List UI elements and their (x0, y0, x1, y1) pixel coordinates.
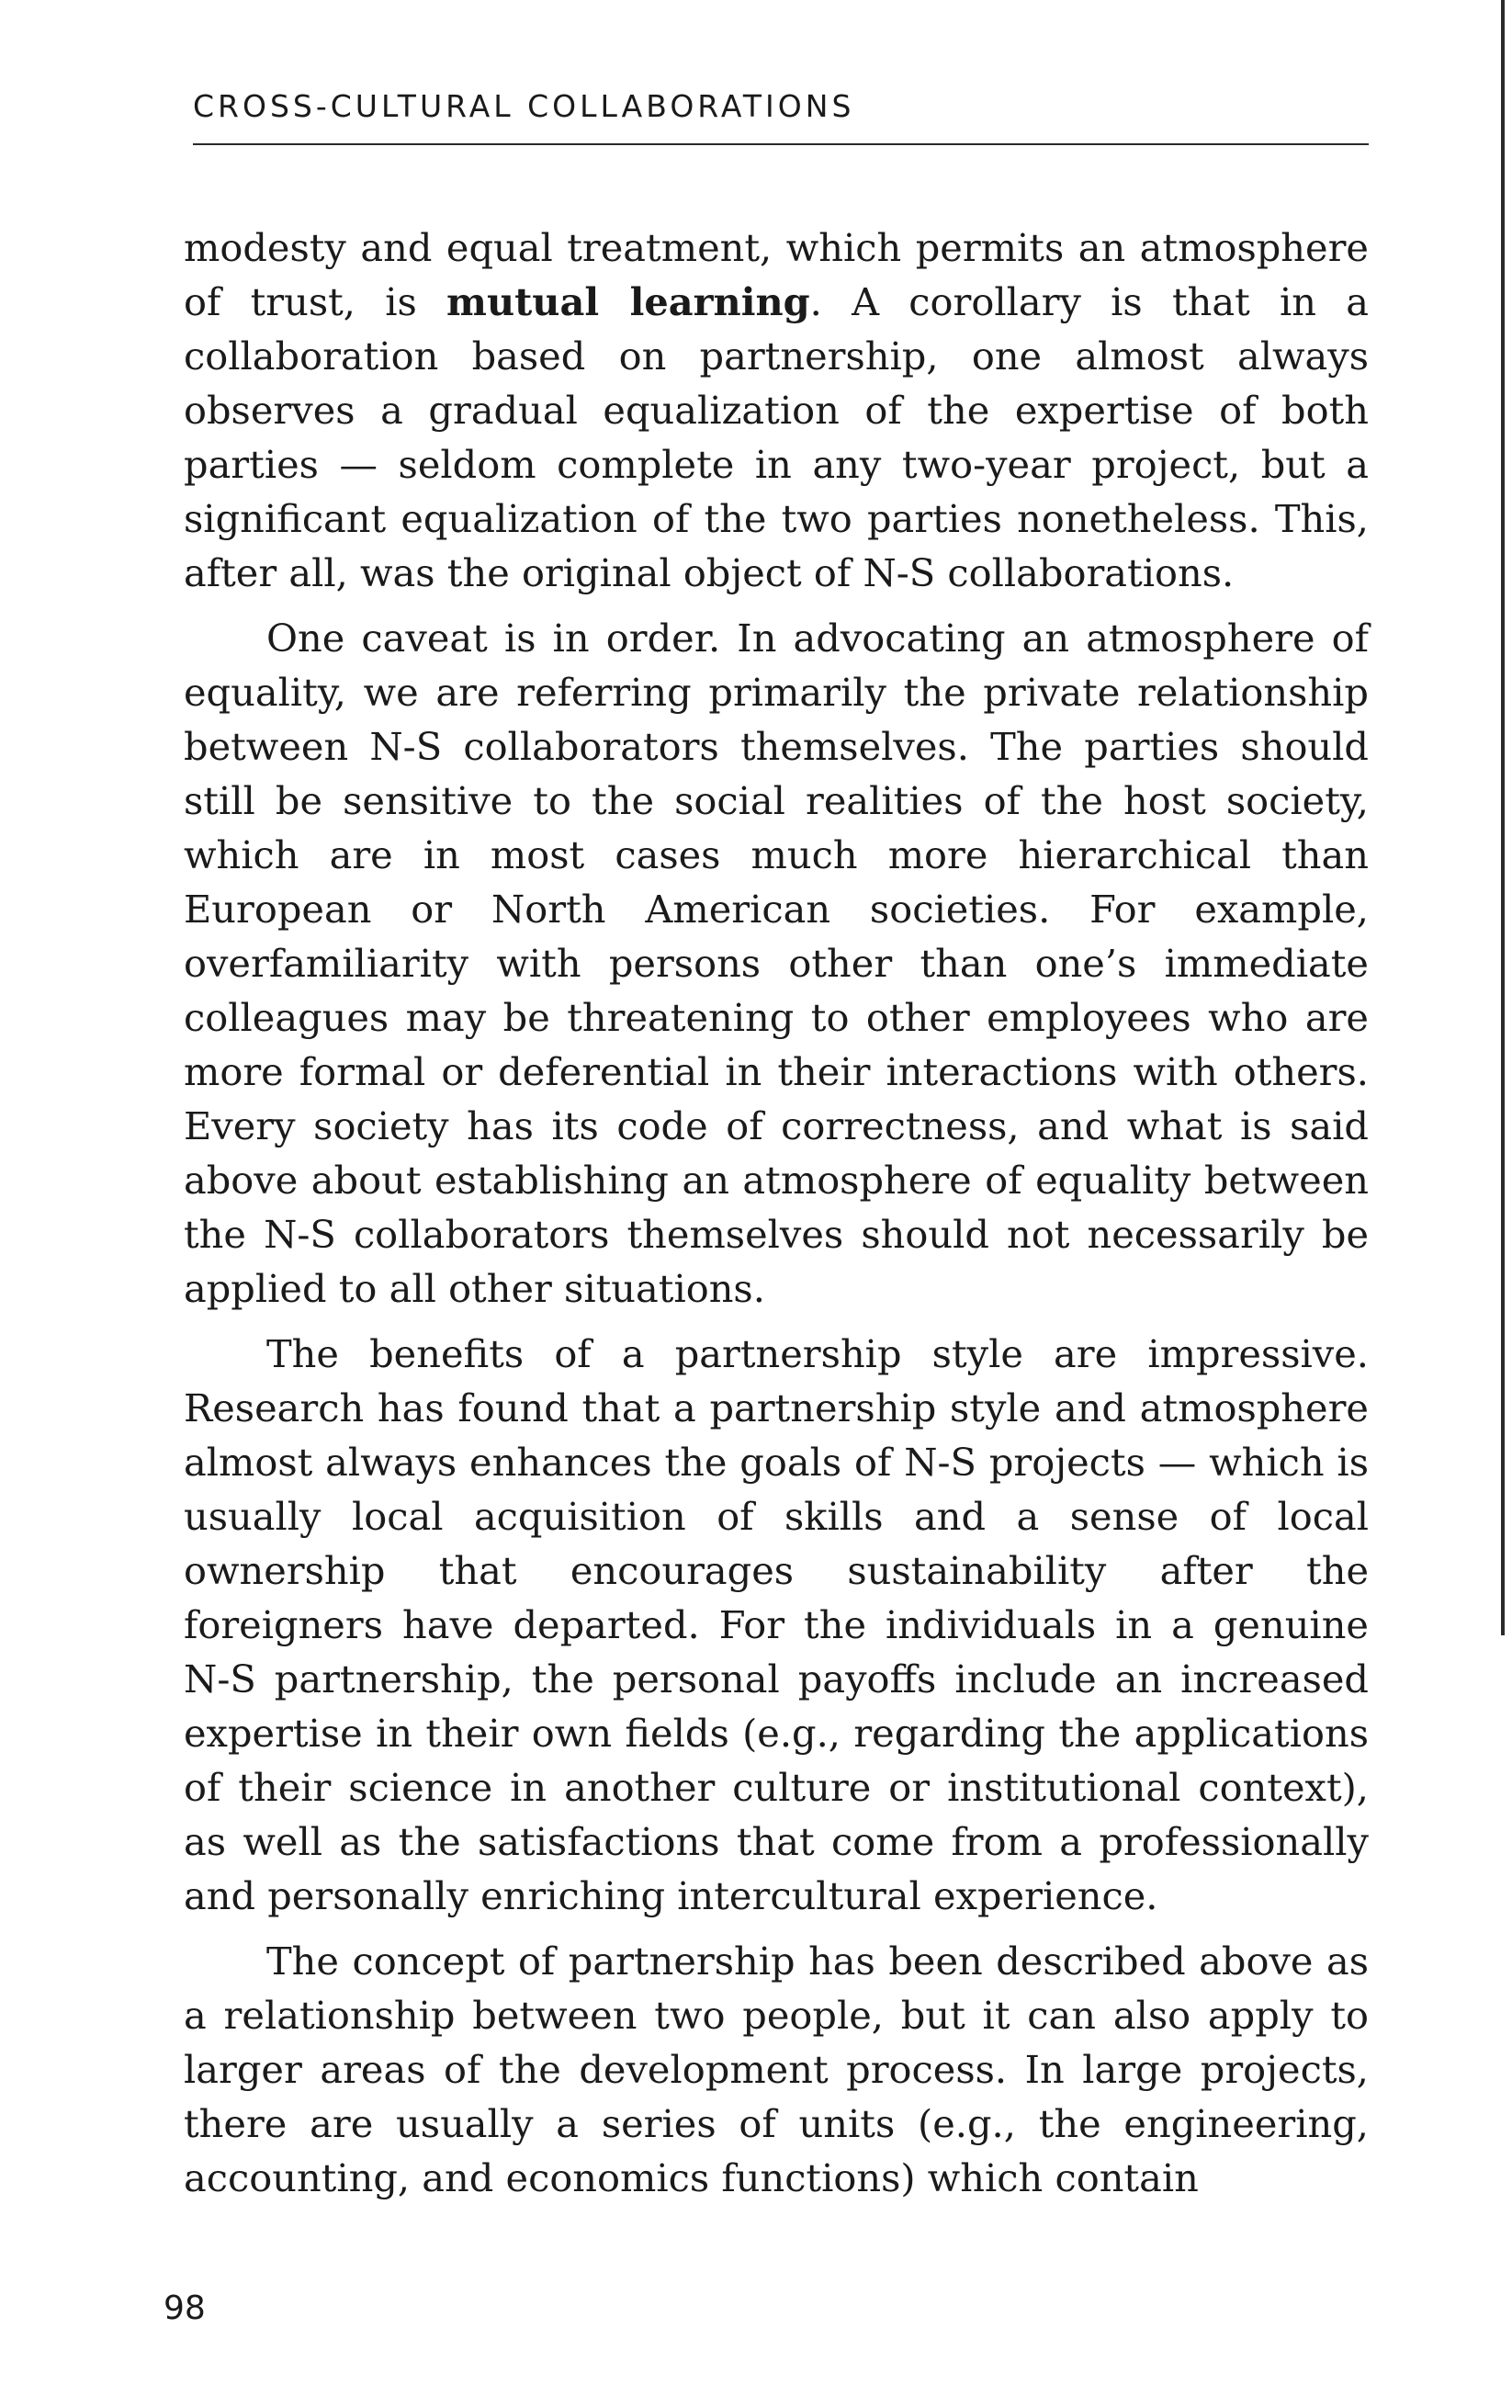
paragraph-1-end: . A corollary is that in a collaboration based on partnership, one almost always observes a gradual equalization of the expertise of both parties — seldom complete in any two-year project, but a significant equalization of the two parties nonetheless. This, after all, was the original object of N-S collaborations. (184, 279, 1369, 595)
body-text (184, 220, 1369, 2216)
paragraph-4: The concept of partnership has been described above as a relationship between two people, but it can also apply to larger areas of the development process. In large projects, there are usually a series of units (e.g., the engineering, accounting, and economics functions) which contain (184, 1939, 1369, 2200)
bold-term: mutual learning (446, 279, 810, 324)
paragraph-1-start: modesty and equal treatment, which permits an atmosphere of trust, is (184, 225, 1369, 324)
page-number: 98 (164, 2289, 206, 2327)
running-head: CROSS-CULTURAL COLLABORATIONS (193, 88, 855, 124)
header-rule (193, 143, 1369, 145)
paragraph-1 (184, 220, 1369, 600)
paragraph-3: The benefits of a partnership style are impressive. Research has found that a partnership style and atmosphere almost always enhances the goals of N-S projects — which is usually local acquisition of skills and a sense of local ownership that encourages sustainability after the foreigners have departed. For the individuals in a genuine N-S partnership, the personal payoffs include an increased expertise in their own fields (e.g., regarding the applications of their science in another culture or institutional context), as well as the satisfactions that come from a professionally and personally enriching intercultural experience. (184, 1331, 1369, 1918)
page-edge-shadow (1501, 0, 1505, 1635)
paragraph-2: One caveat is in order. In advocating an atmosphere of equality, we are referring primarily the private relationship between N-S collaborators themselves. The parties should still be sensitive to the social realities of the host society, which are in most cases much more hierarchical than European or North American societies. For example, overfamiliarity with persons other than one’s immediate colleagues may be threatening to other employees who are more formal or deferential in their interactions with others. Every society has its code of correctness, and what is said above about establishing an atmosphere of equality between the N-S collaborators themselves should not necessarily be applied to all other situations. (184, 616, 1369, 1311)
